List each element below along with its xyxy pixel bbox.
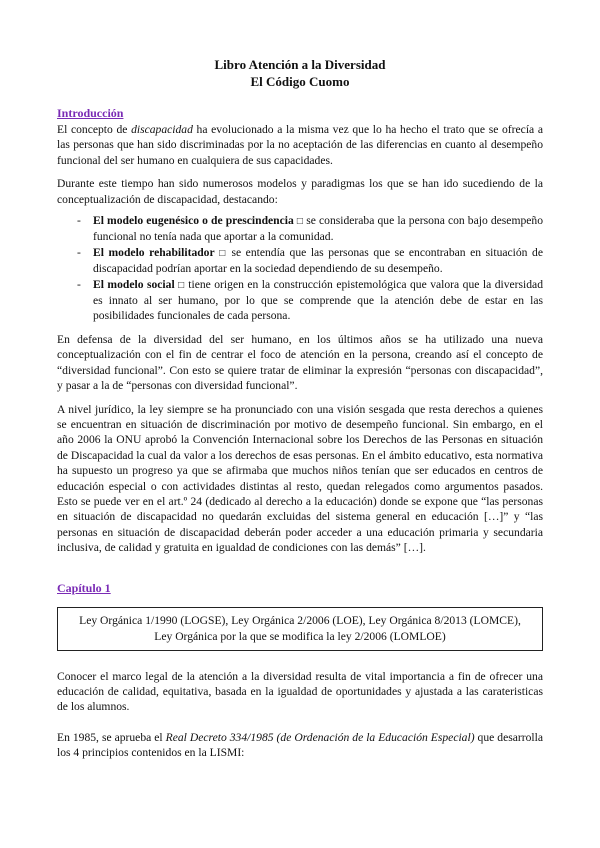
discapacidad-term: discapacidad xyxy=(131,123,193,136)
real-decreto-citation: Real Decreto 334/1985 (de Ordenación de la Educación Especial) xyxy=(165,730,475,744)
document-title-line1: Libro Atención a la Diversidad xyxy=(214,57,386,72)
arrow-symbol-icon: □ xyxy=(178,279,185,291)
laws-box-line2: Ley Orgánica por la que se modifica la ley 2/2006 (LOMLOE) xyxy=(154,629,446,643)
models-list xyxy=(57,213,543,324)
arrow-symbol-icon: □ xyxy=(296,216,304,228)
laws-box-line1: Ley Orgánica 1/1990 (LOGSE), Ley Orgánica 2/2006 (LOE), Ley Orgánica 8/2013 (LOMCE), xyxy=(79,613,521,627)
intro-paragraph-2: Durante este tiempo han sido numerosos modelos y paradigmas los que se han ido sucediendo de la conceptualización de discapacidad, destacando: xyxy=(57,177,543,206)
laws-box xyxy=(57,607,543,651)
intro-paragraph-3: En defensa de la diversidad del ser humano, en los últimos años se ha utilizado una nueva conceptualización con el fin de centrar el foco de atención en la persona, creando así el concepto de “diversidad funcional”. Con esto se quiere tratar de eliminar la expresión “personas con discapacidad”, y pasar a la de “personas con diversidad funcional”. xyxy=(57,332,543,393)
list-item: - El modelo rehabilitador □ se entendía que las personas que se encontraban en situación de discapacidad podrían aportar en la sociedad dependiendo de su desempeño. xyxy=(77,245,543,276)
list-dash: - xyxy=(77,214,81,228)
list-dash: - xyxy=(77,245,81,259)
arrow-symbol-icon: □ xyxy=(219,247,227,259)
list-item: - El modelo social □ tiene origen en la construcción epistemológica que valora que la diversidad es innato al ser humano, por lo que se comprende que la atención debe de estar en las posibilidades funcionales de cada persona. xyxy=(77,277,544,323)
intro-paragraph-1: El concepto de discapacidad ha evolucionado a la misma vez que lo ha hecho el trato que se ofrecía a las personas que han sido discriminadas por la no aceptación de las diferencias en cuanto al desempeño funcional del ser humano en cualquiera de sus capacidades. xyxy=(57,123,543,167)
chapter1-paragraph-1: Conocer el marco legal de la atención a la diversidad resulta de vital importancia a fin de ofrecer una educación de calidad, equitativa, basada en la igualdad de oportunidades y ajustada a las carateristicas de los alumnos. xyxy=(57,669,543,714)
document-title-line2: El Código Cuomo xyxy=(250,74,350,89)
list-dash: - xyxy=(77,277,81,291)
chapter1-heading-link[interactable]: Capítulo 1 xyxy=(57,580,111,595)
intro-paragraph-4: A nivel jurídico, la ley siempre se ha pronunciado con una visión sesgada que resta derechos a quienes se encuentran en situación de discriminación por motivo de desempeño funcional. Sin embargo, en el año 2006 la ONU aprobó la Convención Internacional sobre los Derechos de las Personas en situación de Discapacidad la cual da valor a los derechos de esas personas. En el ámbito educativo, esta normativa ha supuesto un progreso ya que se afirmaba que muchos niños tenían que ser educados en centros de educación especial o con actividades distintas al resto, quedan relegados como argumentos pasados. Esto se puede ver en el art.º 24 (dedicado al derecho a la educación) donde se expone que “las personas en situación de discapacidad no quedarán excluidas del sistema general en educación […]” y “las personas en situación de discapacidad deberán poder acceder a una educación primaria y secundaria inclusiva, de calidad y gratuita en igualdad de condiciones con las demás” […]. xyxy=(57,402,543,555)
chapter1-paragraph-2: En 1985, se aprueba el Real Decreto 334/1985 (de Ordenación de la Educación Especial) que desarrolla los 4 principios contenidos en la LISMI: xyxy=(57,730,543,760)
document-page xyxy=(57,56,543,761)
intro-heading-link[interactable]: Introducción xyxy=(57,106,124,120)
list-item: - El modelo eugenésico o de prescindencia □ se consideraba que la persona con bajo desempeño funcional no tenía nada que aportar a la comunidad. xyxy=(77,214,543,244)
